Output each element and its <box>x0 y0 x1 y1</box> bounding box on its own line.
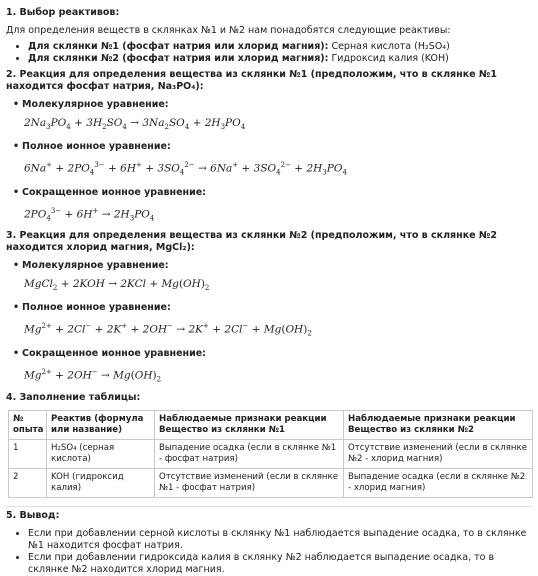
section-5-heading: 5. Вывод: <box>6 509 60 521</box>
reagent-label: Для склянки №1 (фосфат натрия или хлорид магния): <box>28 41 329 52</box>
table-cell: Отсутствие изменений (если в склянке №2 - хлорид магния) <box>344 439 533 468</box>
conclusion-list <box>6 528 532 576</box>
reagent-item <box>28 53 532 65</box>
section-3-heading: 3. Реакция для определения вещества из склянки №2 (предположим, что в склянке №2 находится хлорид магния, MgCl₂): <box>6 230 497 254</box>
table-cell: KOH (гидроксид калия) <box>47 468 155 497</box>
section-1-intro: Для определения веществ в склянках №1 и №2 нам понадобятся следующие реактивы: <box>6 25 451 36</box>
table-header-cell: Наблюдаемые признаки реакции Вещество из склянки №2 <box>344 410 533 439</box>
short-ionic-equation-label: • Сокращенное ионное уравнение: <box>22 348 532 360</box>
table-cell: Выпадение осадка (если в склянке №2 - хлорид магния) <box>344 468 533 497</box>
equation-molecular-1: $2Na_3PO_4 + 3H_2SO_4 \to 3Na_2SO_4 + 2H_3PO_4$ <box>24 117 246 132</box>
table-cell: Выпадение осадка (если в склянке №1 - фосфат натрия) <box>155 439 344 468</box>
section-1-heading: 1. Выбор реактивов: <box>6 7 120 18</box>
conclusion-item: • Если при добавлении серной кислоты в склянку №1 наблюдается выпадение осадка, то в склянке №1 находится фосфат натрия. <box>28 528 532 552</box>
equation-short-ionic-2: $Mg^{2+} + 2OH^- \to Mg(OH)_2$ <box>24 367 162 384</box>
table-cell: 1 <box>9 439 47 468</box>
reagent-item <box>28 41 532 53</box>
equation-full-ionic-1: $6Na^+ + 2PO_4^{3-} + 6H^+ + 3SO_4^{2-} \to 6Na^+ + 3SO_4^{2-} + 2H_3PO_4$ <box>24 161 347 177</box>
conclusion-item: • Если при добавлении гидроксида калия в склянку №2 наблюдается выпадение осадка, то в склянке №2 находится хлорид магния. <box>28 552 532 576</box>
table-row <box>9 439 533 468</box>
molecular-equation-label: • Молекулярное уравнение: <box>22 99 532 111</box>
equation-short-ionic-1: $2PO_4^{3-} + 6H^+ \to 2H_3PO_4$ <box>24 206 155 223</box>
molecular-equation-label: • Молекулярное уравнение: <box>22 260 532 272</box>
results-table <box>8 410 533 498</box>
full-ionic-equation-label: • Полное ионное уравнение: <box>22 141 532 153</box>
table-cell: H₂SO₄ (серная кислота) <box>47 439 155 468</box>
table-header-cell: Наблюдаемые признаки реакции Вещество из склянки №1 <box>155 410 344 439</box>
table-cell: 2 <box>9 468 47 497</box>
short-ionic-equation-label: • Сокращенное ионное уравнение: <box>22 187 532 199</box>
reagent-label: Для склянки №2 (фосфат натрия или хлорид магния): <box>28 53 329 64</box>
reagent-list <box>6 41 532 65</box>
section-2-heading: 2. Реакция для определения вещества из склянки №1 (предположим, что в склянке №1 находится фосфат натрия, Na₃PO₄): <box>6 69 497 92</box>
reagent-text: Гидроксид калия (KOH) <box>328 53 449 64</box>
table-row <box>9 468 533 497</box>
table-header-row <box>9 410 533 439</box>
equation-molecular-2: MgCl$_2$ + $2KOH \to 2KCl + Mg(OH)_2$ <box>24 278 210 293</box>
table-cell: Отсутствие изменений (если в склянке №1 - фосфат натрия) <box>155 468 344 497</box>
table-header-cell: Реактив (формула или название) <box>47 410 155 439</box>
divider <box>6 506 532 507</box>
equation-full-ionic-2: $Mg^{2+} + 2Cl^- + 2K^+ + 2OH^- \to 2K^+ + 2Cl^- + Mg(OH)_2$ <box>24 322 312 338</box>
full-ionic-equation-label: • Полное ионное уравнение: <box>22 302 532 314</box>
section-4-heading: 4. Заполнение таблицы: <box>6 391 141 403</box>
table-header-cell: № опыта <box>9 410 47 439</box>
reagent-text: Серная кислота (H₂SO₄) <box>328 41 450 52</box>
